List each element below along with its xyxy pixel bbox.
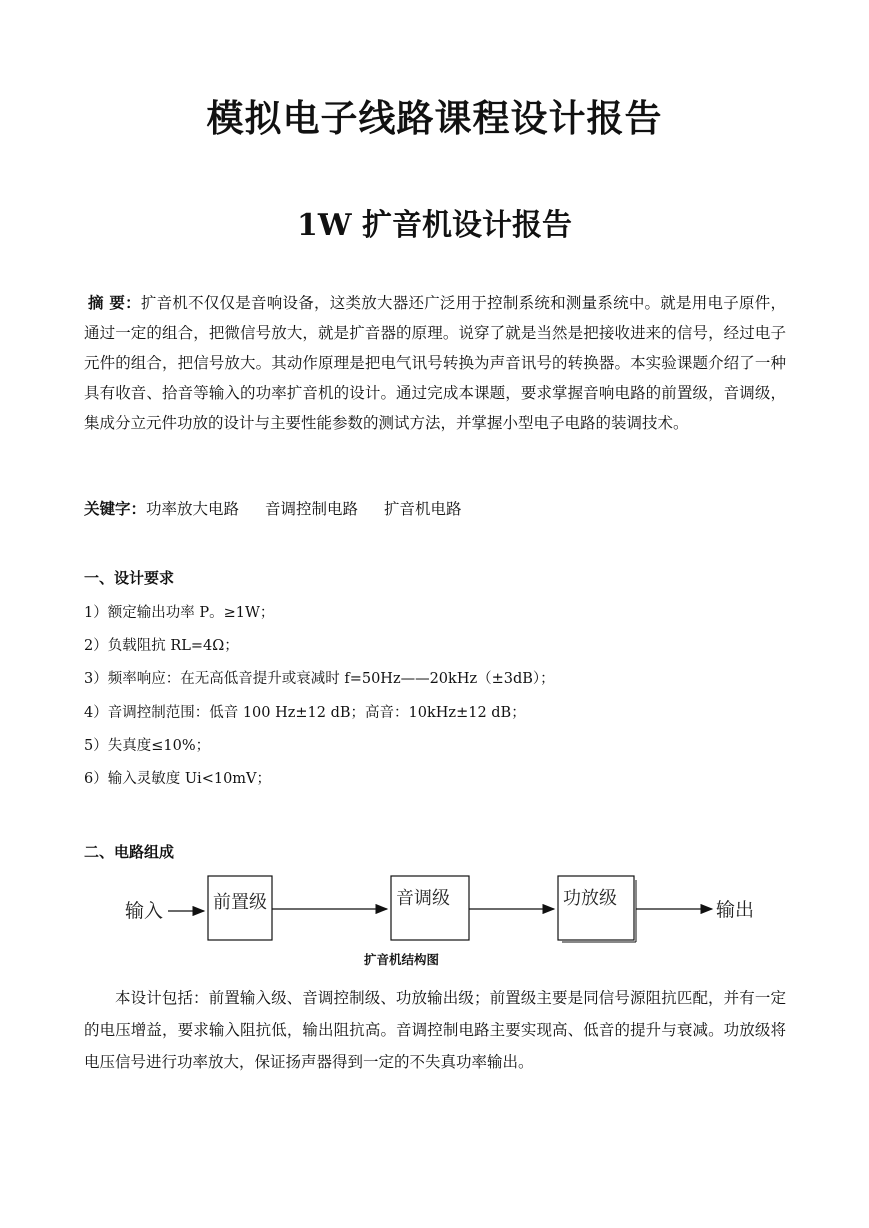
keyword-item: 音调控制电路 xyxy=(265,500,359,518)
diagram-block-label: 音调级 xyxy=(396,888,450,909)
requirement-item: 2）负载阻抗 RL=4Ω； xyxy=(84,638,239,655)
circuit-description: 本设计包括：前置输入级、音调控制级、功放输出级；前置级主要是同信号源阻抗匹配，并有一定的电压增益，要求输入阻抗低，输出阻抗高。音调控制电路主要实现高、低音的提升与衰减。功放级将电压信号进行功率放大，保证扬声器得到一定的不失真功率输出。 xyxy=(84,989,786,1071)
section-heading-circuit: 二、电路组成 xyxy=(84,843,175,861)
requirements-list xyxy=(84,597,555,796)
report-title: 模拟电子线路课程设计报告 xyxy=(206,96,663,140)
abstract-label: 摘 要： xyxy=(88,294,141,312)
diagram-output-label: 输出 xyxy=(716,899,755,921)
diagram-caption: 扩音机结构图 xyxy=(364,952,440,967)
amplifier-block-diagram xyxy=(120,866,780,971)
abstract-text: 扩音机不仅仅是音响设备，这类放大器还广泛用于控制系统和测量系统中。就是用电子原件，通过一定的组合，把微信号放大，就是扩音器的原理。说穿了就是当然是把接收进来的信号，经过电子元件的组合，把信号放大。其动作原理是把电气讯号转换为声音讯号的转换器。本实验课题介绍了一种具有收音、拾音等输入的功率扩音机的设计。通过完成本课题，要求掌握音响电路的前置级，音调级，集成分立元件功放的设计与主要性能参数的测试方法，并掌握小型电子电路的装调技术。 xyxy=(84,294,786,432)
abstract xyxy=(84,288,786,438)
keyword-item: 扩音机电路 xyxy=(384,500,462,518)
keyword-item: 功率放大电路 xyxy=(146,500,240,518)
diagram-block-label: 前置级 xyxy=(213,892,267,913)
diagram-input-label: 输入 xyxy=(125,900,164,922)
requirement-item: 3）频率响应：在无高低音提升或衰减时 f=50Hz——20kHz（±3dB）； xyxy=(84,671,555,688)
requirement-item: 4）音调控制范围：低音 100 Hz±12 dB；高音：10kHz±12 dB； xyxy=(84,704,526,721)
keywords-label: 关键字： xyxy=(84,500,147,518)
section-heading-requirements: 一、设计要求 xyxy=(84,569,175,587)
diagram-block-label: 功放级 xyxy=(563,888,617,909)
requirement-item: 6）输入灵敏度 Ui<10mV； xyxy=(84,770,272,787)
keywords xyxy=(84,495,488,523)
requirement-item: 5）失真度≤10%； xyxy=(84,737,211,754)
requirement-item: 1）额定输出功率 P。≥1W； xyxy=(84,605,275,621)
report-subtitle: 1W 扩音机设计报告 xyxy=(296,208,572,243)
